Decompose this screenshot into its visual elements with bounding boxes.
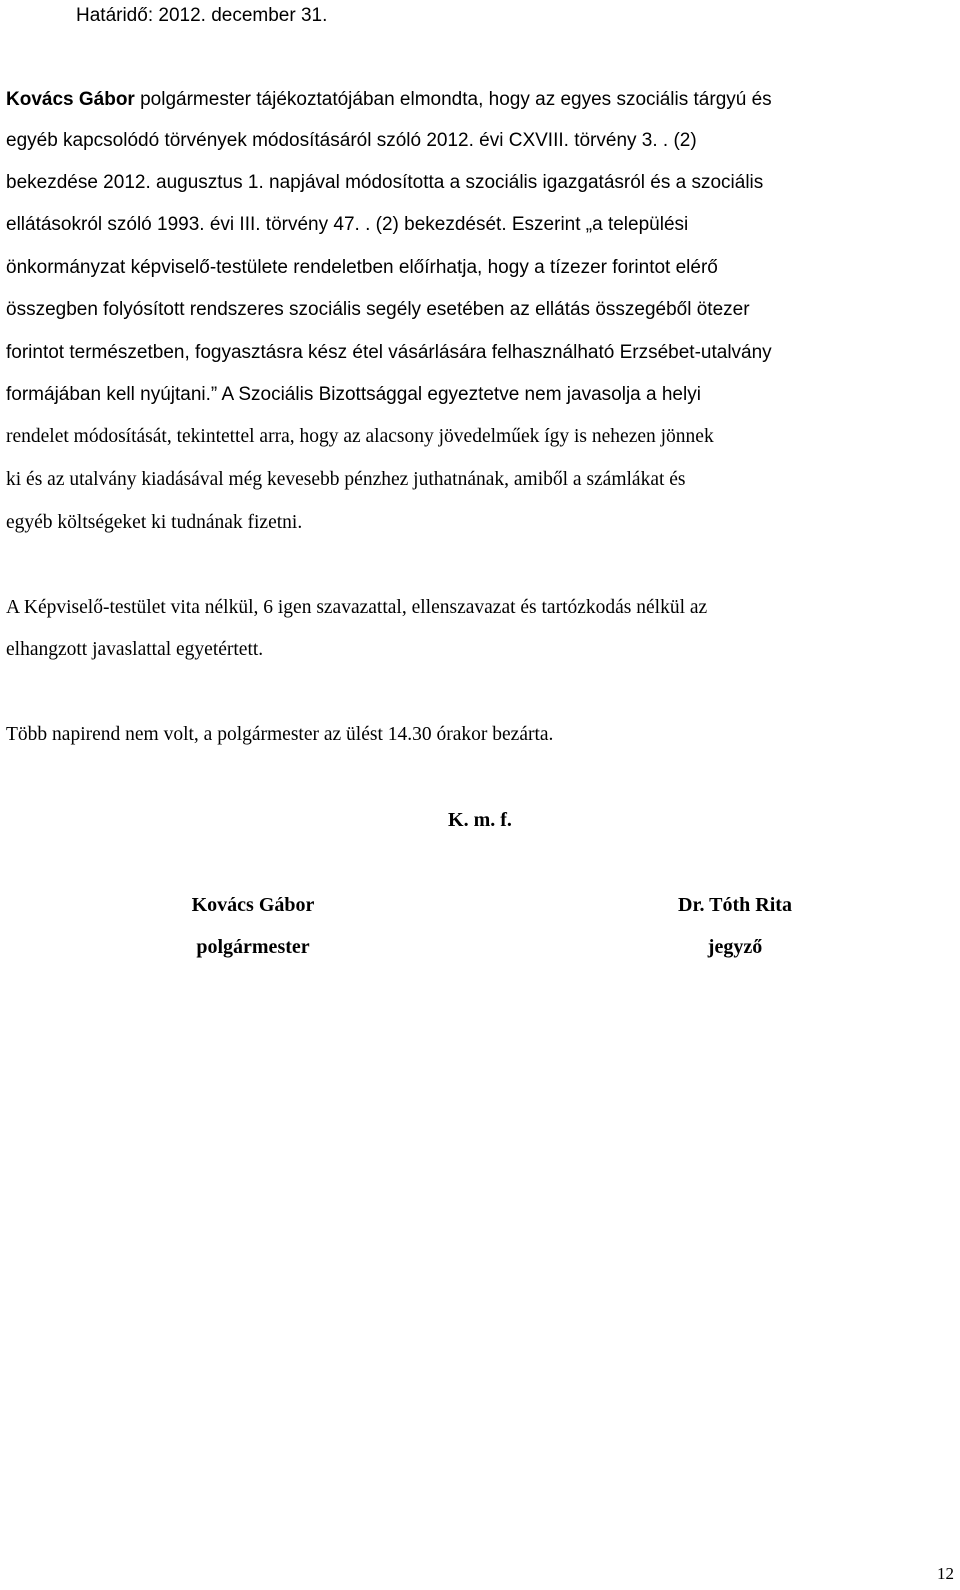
para2-line-2: elhangzott javaslattal egyetértett. <box>6 639 264 660</box>
closing-line: Több napirend nem volt, a polgármester az ülést 14.30 órakor bezárta. <box>6 724 554 745</box>
kmf-label: K. m. f. <box>448 809 512 831</box>
para1-line-6: összegben folyósított rendszeres szociális segély esetében az ellátás összegéből ötezer <box>6 299 750 320</box>
page-number: 12 <box>937 1564 954 1583</box>
para1-line-1 <box>6 88 956 112</box>
mayor-name-bold: Kovács Gábor <box>6 89 135 110</box>
signature-mayor-title: polgármester <box>196 936 310 958</box>
para1-line-1-text: polgármester tájékoztatójában elmondta, hogy az egyes szociális tárgyú és <box>134 89 772 110</box>
para1-line-10: ki és az utalvány kiadásával még kevesebb pénzhez juthatnának, amiből a számlákat és <box>6 469 686 490</box>
para1-line-11: egyéb költségeket ki tudnának fizetni. <box>6 512 303 533</box>
para1-line-9: rendelet módosítását, tekintettel arra, hogy az alacsony jövedelműek így is nehezen jönnek <box>6 426 714 447</box>
signature-mayor-name: Kovács Gábor <box>191 894 315 916</box>
para1-line-4: ellátásokról szóló 1993. évi III. törvény 47. . (2) bekezdését. Eszerint „a települési <box>6 214 689 235</box>
para1-line-8: formájában kell nyújtani.” A Szociális Bizottsággal egyeztetve nem javasolja a helyi <box>6 384 701 405</box>
para1-line-7: forintot természetben, fogyasztásra kész étel vásárlására felhasználható Erzsébet-utalvány <box>6 342 772 363</box>
para1-line-2: egyéb kapcsolódó törvények módosításáról szóló 2012. évi CXVIII. törvény 3. . (2) <box>6 130 697 151</box>
para2-line-1: A Képviselő-testület vita nélkül, 6 igen szavazattal, ellenszavazat és tartózkodás nélkül az <box>6 597 708 618</box>
signature-notary-name: Dr. Tóth Rita <box>678 894 792 916</box>
deadline-line: Határidő: 2012. december 31. <box>76 5 328 26</box>
para1-line-5: önkormányzat képviselő-testülete rendeletben előírhatja, hogy a tízezer forintot elérő <box>6 257 718 278</box>
signature-notary-title: jegyző <box>707 936 763 958</box>
para1-line-3: bekezdése 2012. augusztus 1. napjával módosította a szociális igazgatásról és a szociális <box>6 172 764 193</box>
